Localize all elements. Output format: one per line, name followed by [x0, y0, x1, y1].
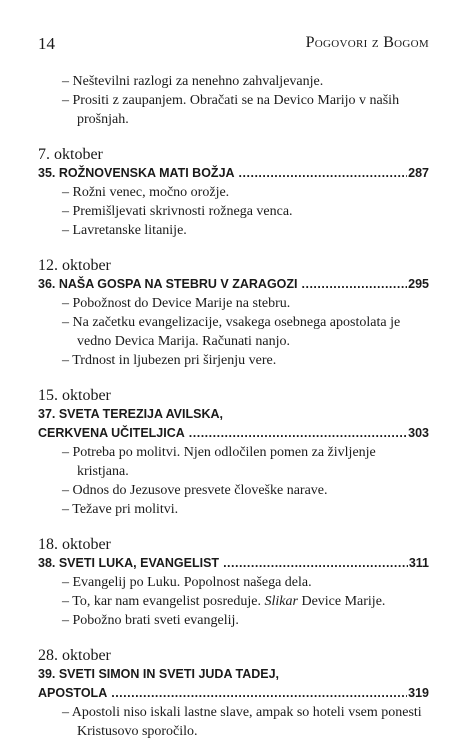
list-item: – Odnos do Jezusove presvete človeške narave.: [62, 483, 328, 498]
entry-title-text: 36. NAŠA GOSPA NA STEBRU V ZARAGOZI: [38, 277, 298, 291]
entry-page-number: 295: [408, 277, 429, 291]
entry-date: 7. oktober: [38, 146, 103, 163]
toc-content: [38, 72, 429, 741]
entry-title-text: APOSTOLA: [38, 686, 108, 700]
entry-bullets: [38, 703, 429, 741]
list-item: [38, 592, 429, 611]
entry-page-number: 311: [408, 556, 429, 570]
list-item: – Apostoli niso iskali lastne slave, ampak so hoteli vsem ponesti Kristusovo sporočilo.: [62, 705, 422, 739]
list-item: – Evangelij po Luku. Popolnost našega dela.: [62, 575, 312, 590]
list-item: – Pobožno brati sveti evangelij.: [62, 613, 239, 628]
toc-entry: [38, 256, 429, 370]
entry-bullets: [38, 443, 429, 519]
entry-page-number: 319: [408, 686, 429, 700]
entry-title: [38, 684, 429, 703]
entry-date: 12. oktober: [38, 257, 111, 274]
dot-leader: [302, 275, 408, 294]
top-bullets: [38, 72, 429, 129]
dot-leader: [223, 554, 408, 573]
list-item: – Neštevilni razlogi za nenehno zahvaljevanje.: [62, 74, 324, 89]
page-number: 14: [38, 34, 55, 53]
entry-bullets: [38, 573, 429, 630]
entry-bullets: [38, 294, 429, 370]
running-title: Pogovori z Bogom: [305, 34, 429, 51]
entry-title-text: 38. SVETI LUKA, EVANGELIST: [38, 556, 220, 570]
toc-entry: [38, 535, 429, 630]
entry-page-number: 303: [408, 426, 429, 440]
toc-entry: [38, 386, 429, 519]
list-item: – Težave pri molitvi.: [62, 502, 179, 517]
entry-title-text: 39. SVETI SIMON IN SVETI JUDA TADEJ,: [38, 667, 280, 681]
toc-entry: [38, 145, 429, 240]
list-item: – Premišljevati skrivnosti rožnega venca.: [62, 204, 293, 219]
entry-title-text: 37. SVETA TEREZIJA AVILSKA,: [38, 407, 223, 421]
list-item: – Prositi z zaupanjem. Obračati se na Devico Marijo v naših prošnjah.: [62, 93, 400, 127]
page-header: [38, 34, 429, 56]
list-item-text: – To, kar nam evangelist posreduje.: [62, 594, 265, 609]
entry-date: 18. oktober: [38, 536, 111, 553]
entry-title-line-1: [38, 665, 429, 684]
entry-title: [38, 554, 429, 573]
entry-title: [38, 275, 429, 294]
list-item: – Trdnost in ljubezen pri širjenju vere.: [62, 353, 277, 368]
dot-leader: [189, 424, 407, 443]
entry-title: [38, 164, 429, 183]
list-item: – Na začetku evangelizacije, vsakega osebnega apostolata je vedno Devica Marija. Računati nanjo.: [62, 315, 401, 349]
list-item: – Potreba po molitvi. Njen odločilen pomen za življenje kristjana.: [62, 445, 376, 479]
toc-entry: [38, 646, 429, 741]
entry-title-text: 35. ROŽNOVENSKA MATI BOŽJA: [38, 166, 235, 180]
list-item: – Lavretanske litanije.: [62, 223, 187, 238]
entry-title: [38, 424, 429, 443]
entry-title-line-1: [38, 405, 429, 424]
list-item-emphasis: Slikar: [264, 594, 298, 609]
entry-title-text: CERKVENA UČITELJICA: [38, 426, 185, 440]
entry-bullets: [38, 183, 429, 240]
entry-page-number: 287: [408, 166, 429, 180]
list-item-text: Device Marije.: [297, 594, 386, 609]
entry-date: 15. oktober: [38, 387, 111, 404]
entry-date: 28. oktober: [38, 647, 111, 664]
dot-leader: [239, 164, 408, 183]
list-item: – Rožni venec, močno orožje.: [62, 185, 230, 200]
dot-leader: [111, 684, 407, 703]
list-item: – Pobožnost do Device Marije na stebru.: [62, 296, 291, 311]
